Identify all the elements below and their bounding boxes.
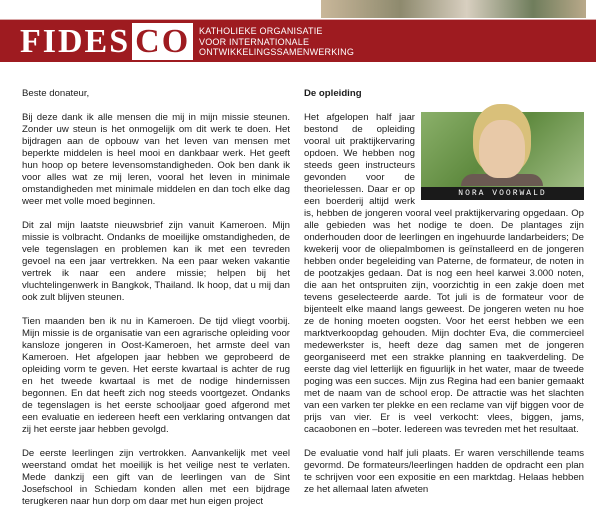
fidesco-logo — [20, 22, 193, 62]
photo-caption: NORA VOORWALD — [421, 187, 584, 200]
body-paragraph: Bij deze dank ik alle mensen die mij in mijn missie steunen. Zonder uw steun is het onmogelijk om dit werk te doen. Het bijdragen aan de opbouw van het leven van mensen met beperkte middelen is heel mooi en dankbaar werk. Het geeft hun hoop op betere levensomstandigheden. Ook ben dank ik voor alles wat ze mij leren, vooral het leven in minimale omstandigheden met minimale middelen en dan toch elke dag weer met volle moed beginnen. — [22, 112, 290, 207]
left-column — [22, 88, 290, 520]
body-paragraph: Tien maanden ben ik nu in Kameroen. De tijd vliegt voorbij. Mijn missie is de organisatie van een agrarische opleiding voor kansloze jongeren in Oost-Kameroen, het armste deel van Kameroen. Het afgelopen jaar hebben we geprobeerd de opleiding vorm te geven. Het eerste kwartaal is achter de rug en het tweede kwartaal is met de nodige hindernissen begonnen. En dat heeft zich nog steeds voortgezet. Ondanks de tegenslagen is het eerste schooljaar goed afgerond met een evaluatie en iedereen heeft een verklaring ontvangen dat zij het eerste jaar hebben gevolgd. — [22, 316, 290, 435]
salutation: Beste donateur, — [22, 88, 90, 99]
right-column — [304, 88, 584, 508]
organisation-tagline — [199, 26, 354, 58]
body-paragraph: Dit zal mijn laatste nieuwsbrief zijn vanuit Kameroen. Mijn missie is volbracht. Ondanks de moeilijke omstandigheden, de vele tegenslagen en problemen kan ik met een tevreden gevoel na een jaar vertrekken. Na een paar weken vakantie vertrek ik naar een andere missie; helpen bij het vluchtelingenwerk in Bangkok, Thailand. Ik hoop, dat u mij dan ook zult blijven steunen. — [22, 220, 290, 303]
logo-accent-text: CO — [132, 23, 193, 60]
body-paragraph: De evaluatie vond half juli plaats. Er waren verschillende teams gevormd. De formateurs/leerlingen hadden de opdracht een plan te schrijven voor een expositie en een marktdag. Helaas hebben ze het allemaal laten afweten — [304, 448, 584, 495]
tagline-line: ONTWIKKELINGSSAMENWERKING — [199, 47, 355, 57]
body-paragraph: De eerste leerlingen zijn vertrokken. Aanvankelijk met veel weerstand omdat het moeilijk is het veilige nest te verlaten. Mede dankzij een gift van de leerlingen van de Sint Josefschool in Schiedam konden allen met een bijdrage terugkeren naar hun dorp om daar met hun eigen project — [22, 448, 290, 507]
header-banner — [0, 19, 596, 62]
body-paragraph: Het afgelopen half jaar bestond de opleiding vooral uit praktijkervaring opdoen. We hebben nog steeds geen instructeurs gevonden voor de theorielessen. Daar er op een boerderij altijd werk is, hebben de jongeren vooral veel praktijkervaring opgedaan. Op alle gebieden was het nodige te doen. De plantages zijn onderhouden door de leerlingen en ingehuurde landarbeiders; De kwekerij voor de oliepalmbomen is geïnstalleerd en de jongeren hebben onder begeleiding van Paterne, de formateur, de noten in de pootzakjes gedaan. Dat is nog een heel karwei 3.000 noten, die aan het ontspruiten zijn, voorzichtig in een zakje doen met tevens geselecteerde aarde. Tot juli is de formateur voor de bijenteelt elke maand langs geweest. De jongeren weten nu hoe ze de honing moeten oogsten. Voor het eerst hebben we een marktverkoopdag gehouden. Mijn dochter Eva, die commercieel medewerkster is, heeft deze dag samen met de jongeren georganiseerd met een strakke planning en taakverdeling. De eerste dag viel letterlijk en figuurlijk in het water, maar de tweede poging was een succes. Mijn zus Regina had een banier gemaakt met de naam van de school erop. De attractie was het slachten van een varken ter plekke en een reclame van vijf biggen voor de prijs van vier. Er is veel verkocht: vlees, biggen, jams, cacaobonen en –boter. Iedereen was tevreden met het resultaat. — [304, 112, 584, 435]
tagline-line: KATHOLIEKE ORGANISATIE — [199, 26, 323, 36]
logo-main-text: FIDES — [20, 23, 131, 60]
section-heading: De opleiding — [304, 88, 362, 99]
author-portrait — [421, 112, 584, 200]
header-photo-strip — [318, 0, 589, 18]
portrait-face — [479, 120, 525, 178]
tagline-line: VOOR INTERNATIONALE — [199, 36, 310, 47]
